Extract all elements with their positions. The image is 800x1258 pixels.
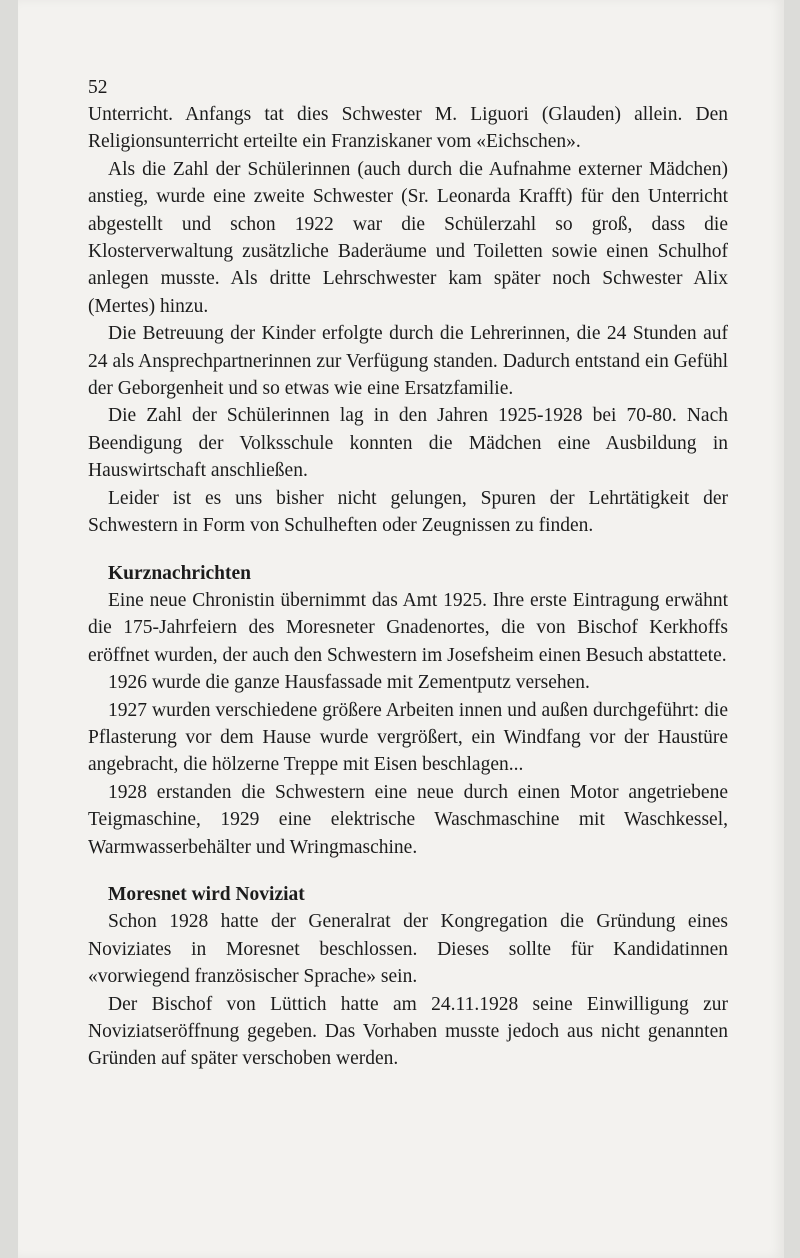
paragraph: Die Betreuung der Kinder erfolgte durch die Lehrerinnen, die 24 Stunden auf 24 als Ansprechpartnerinnen zur Verfügung standen. Dadurch entstand ein Gefühl der Geborgenheit und so etwas wie eine Ersatzfamilie. [88, 323, 728, 400]
paragraph: Leider ist es uns bisher nicht gelungen, Spuren der Lehrtätigkeit der Schwestern in Form von Schulheften oder Zeugnissen zu finden. [88, 487, 728, 537]
paragraph: Als die Zahl der Schülerinnen (auch durch die Aufnahme externer Mädchen) anstieg, wurde eine zweite Schwester (Sr. Leonarda Krafft) für den Unterricht abgestellt und schon 1922 war die Schülerzahl so groß, dass die Klosterverwaltung zusätzliche Baderäume und Toiletten sowie einen Schulhof anlegen musste. Als dritte Lehrschwester kam später noch Schwester Alix (Mertes) hinzu. [88, 158, 728, 317]
paragraph: Eine neue Chronistin übernimmt das Amt 1925. Ihre erste Eintragung erwähnt die 175-Jahrfeiern des Moresneter Gnadenortes, die von Bischof Kerkhoffs eröffnet wurden, der auch den Schwestern im Josefsheim einen Besuch abstattete. [88, 589, 728, 666]
paragraph: 1927 wurden verschiedene größere Arbeiten innen und außen durchgeführt: die Pflasterung vor dem Hause wurde vergrößert, ein Windfang vor der Haustüre angebracht, die hölzerne Treppe mit Eisen beschlagen... [88, 699, 728, 776]
paragraph: Schon 1928 hatte der Generalrat der Kongregation die Gründung eines Noviziates in Moresnet beschlossen. Dieses sollte für Kandidatinnen «vorwiegend französischer Sprache» sein. [88, 911, 728, 988]
section-heading-kurznachrichten: Kurznachrichten [108, 562, 251, 584]
paragraph: 1928 erstanden die Schwestern eine neue durch einen Motor angetriebene Teigmaschine, 1929 eine elektrische Waschmaschine mit Waschkessel, Warmwasserbehälter und Wringmaschine. [88, 781, 728, 858]
page-number: 52 [88, 77, 108, 98]
paragraph: Die Zahl der Schülerinnen lag in den Jahren 1925-1928 bei 70-80. Nach Beendigung der Volksschule konnten die Mädchen eine Ausbildung in Hauswirtschaft anschließen. [88, 405, 728, 482]
section-heading-noviziat: Moresnet wird Noviziat [108, 883, 305, 905]
book-page [18, 0, 784, 1258]
paragraph: Unterricht. Anfangs tat dies Schwester M. Liguori (Glauden) allein. Den Religionsunterricht erteilte ein Franziskaner vom «Eichschen». [88, 104, 728, 153]
paragraph: 1926 wurde die ganze Hausfassade mit Zementputz versehen. [108, 672, 590, 694]
paragraph: Der Bischof von Lüttich hatte am 24.11.1928 seine Einwilligung zur Noviziatseröffnung gegeben. Das Vorhaben musste jedoch aus nicht genannten Gründen auf später verschoben werden. [88, 993, 728, 1070]
page-content [88, 75, 728, 1073]
